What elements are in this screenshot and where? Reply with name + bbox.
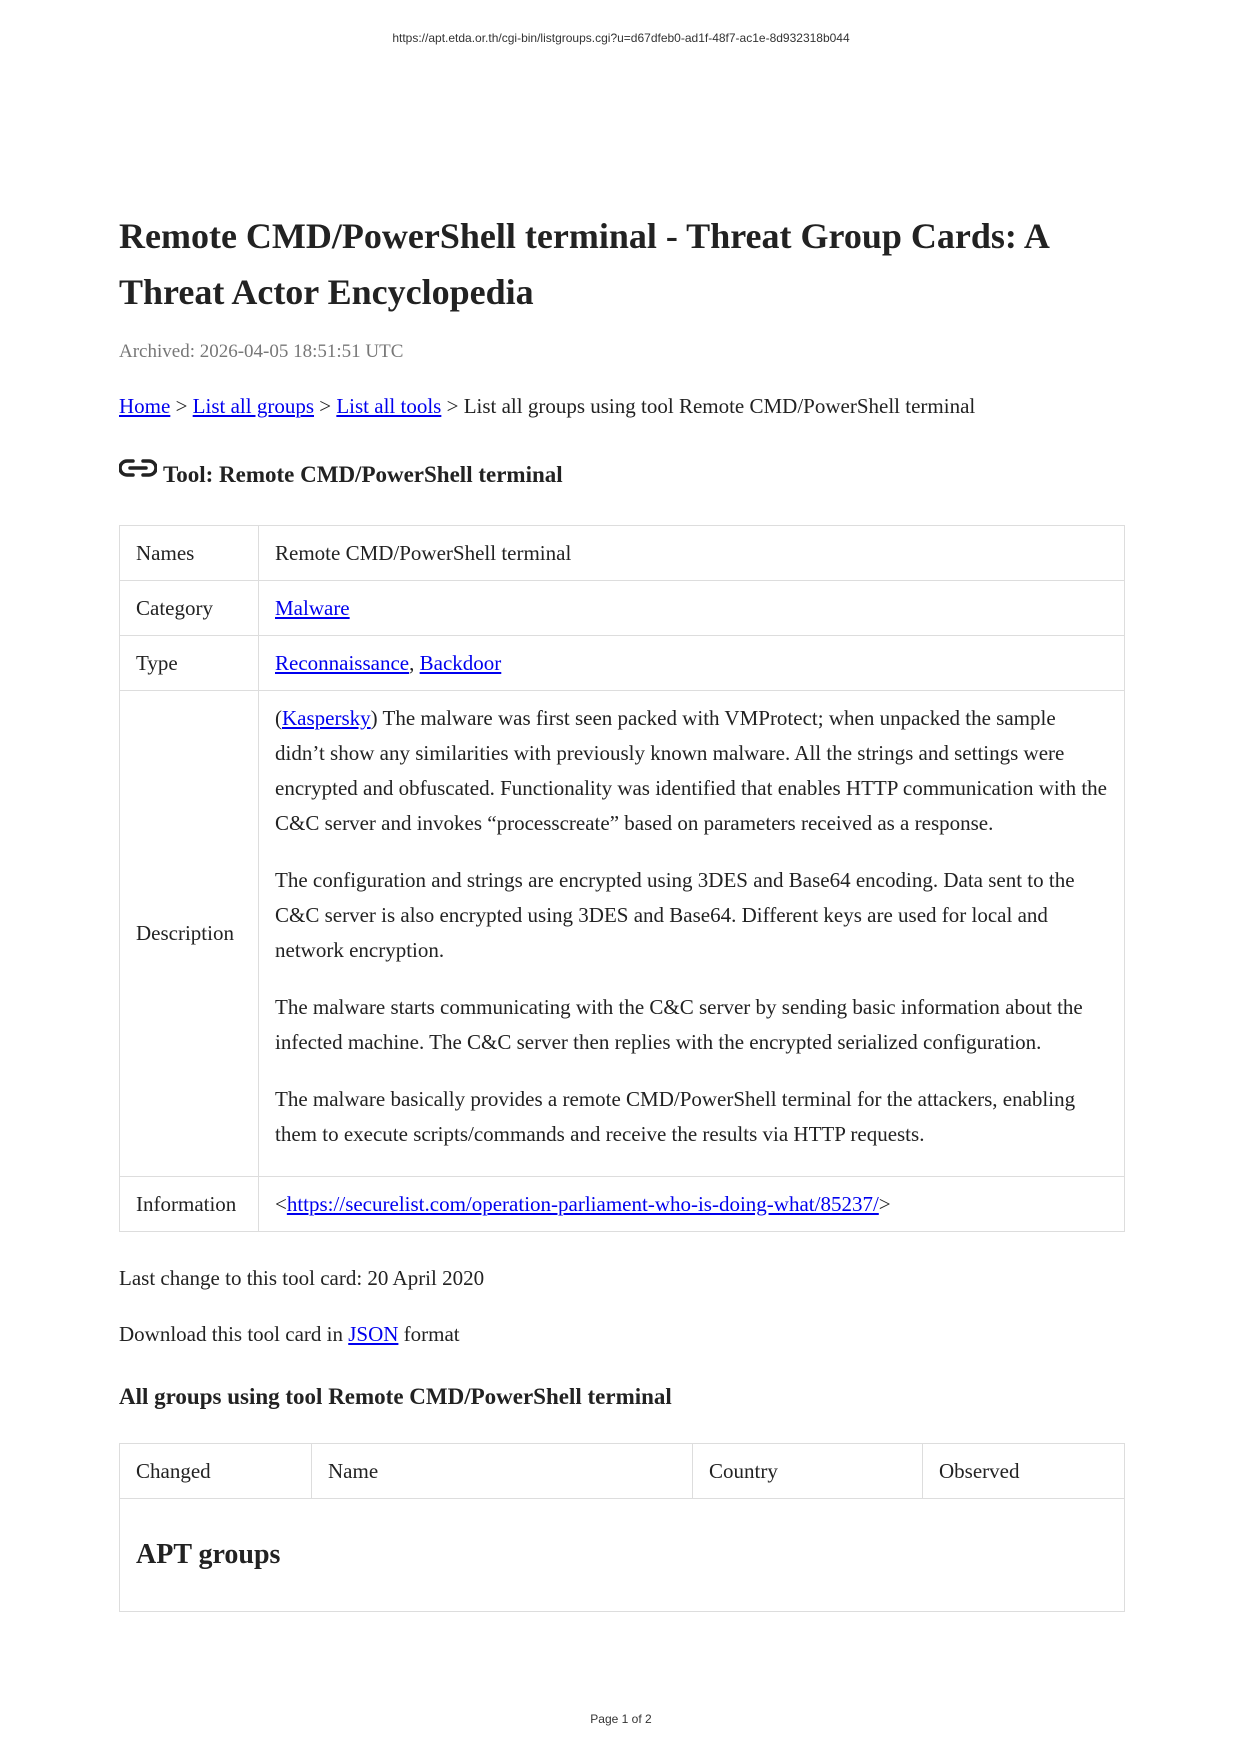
description-paragraph: The malware basically provides a remote CMD/PowerShell terminal for the attackers, enabling them to execute scripts/commands and receive the results via HTTP requests.	[275, 1087, 1076, 1146]
json-download-link[interactable]: JSON	[348, 1322, 399, 1346]
apt-groups-heading: APT groups	[120, 1499, 1125, 1612]
table-row-category	[120, 581, 1125, 636]
breadcrumb-separator: >	[441, 394, 464, 418]
table-row-type	[120, 636, 1125, 691]
page-url-header: https://apt.etda.or.th/cgi-bin/listgroups.cgi?u=d67dfeb0-ad1f-48f7-ac1e-8d932318b044	[392, 31, 850, 45]
description-label: Description	[120, 691, 259, 1177]
archived-timestamp: Archived: 2026-04-05 18:51:51 UTC	[119, 341, 404, 362]
table-row-description	[120, 691, 1125, 1177]
category-label: Category	[120, 581, 259, 636]
breadcrumb	[119, 394, 975, 419]
breadcrumb-tools-link[interactable]: List all tools	[336, 394, 442, 418]
breadcrumb-groups-link[interactable]: List all groups	[192, 394, 314, 418]
link-icon	[119, 456, 157, 480]
download-text	[119, 1322, 460, 1347]
breadcrumb-separator: >	[314, 394, 337, 418]
type-separator: ,	[409, 650, 420, 675]
groups-header-row	[120, 1444, 1125, 1499]
table-row-information	[120, 1177, 1125, 1232]
breadcrumb-current: List all groups using tool Remote CMD/PowerShell terminal	[463, 394, 976, 418]
tool-card-table	[119, 525, 1125, 1232]
paren: (	[275, 706, 282, 730]
securelist-link[interactable]: https://securelist.com/operation-parliament-who-is-doing-what/85237/	[286, 1191, 879, 1216]
angle-close: >	[878, 1191, 891, 1216]
table-row-names	[120, 526, 1125, 581]
names-value: Remote CMD/PowerShell terminal	[259, 526, 1125, 581]
kaspersky-link[interactable]: Kaspersky	[282, 706, 371, 730]
column-name[interactable]: Name	[312, 1444, 693, 1499]
page-number: Page 1 of 2	[590, 1712, 652, 1726]
description-paragraph: The configuration and strings are encrypted using 3DES and Base64 encoding. Data sent to the C&C server is also encrypted using 3DES and Base64. Different keys are used for local and network encryption.	[275, 868, 1075, 962]
column-country[interactable]: Country	[693, 1444, 923, 1499]
page-title: Remote CMD/PowerShell terminal - Threat Group Cards: A Threat Actor Encyclopedia	[119, 216, 1048, 312]
breadcrumb-separator: >	[170, 394, 193, 418]
information-label: Information	[120, 1177, 259, 1232]
type-label: Type	[120, 636, 259, 691]
category-malware-link[interactable]: Malware	[275, 595, 350, 620]
type-reconnaissance-link[interactable]: Reconnaissance	[275, 650, 410, 675]
download-suffix: format	[398, 1322, 460, 1346]
last-change-text: Last change to this tool card: 20 April 2020	[119, 1266, 485, 1290]
tool-heading	[119, 462, 563, 488]
description-paragraph: The malware starts communicating with the C&C server by sending basic information about the infected machine. The C&C server then replies with the encrypted serialized configuration.	[275, 995, 1083, 1054]
names-label: Names	[120, 526, 259, 581]
apt-groups-section-row	[120, 1499, 1125, 1612]
description-value	[259, 691, 1125, 1177]
type-backdoor-link[interactable]: Backdoor	[419, 650, 502, 675]
tool-heading-text: Tool: Remote CMD/PowerShell terminal	[163, 462, 563, 487]
description-text: ) The malware was first seen packed with VMProtect; when unpacked the sample didn’t show any similarities with previously known malware. All the strings and settings were encrypted and obfuscated. Functionality was identified that enables HTTP communication with the C&C server and invokes “processcreate” based on parameters received as a response.	[275, 706, 1108, 835]
description-paragraph	[275, 701, 1108, 841]
breadcrumb-home-link[interactable]: Home	[119, 394, 171, 418]
column-changed[interactable]: Changed	[120, 1444, 312, 1499]
groups-table	[119, 1443, 1125, 1612]
download-prefix: Download this tool card in	[119, 1322, 349, 1346]
groups-heading: All groups using tool Remote CMD/PowerShell terminal	[119, 1384, 672, 1409]
angle-open: <	[275, 1191, 287, 1216]
column-observed[interactable]: Observed	[923, 1444, 1125, 1499]
